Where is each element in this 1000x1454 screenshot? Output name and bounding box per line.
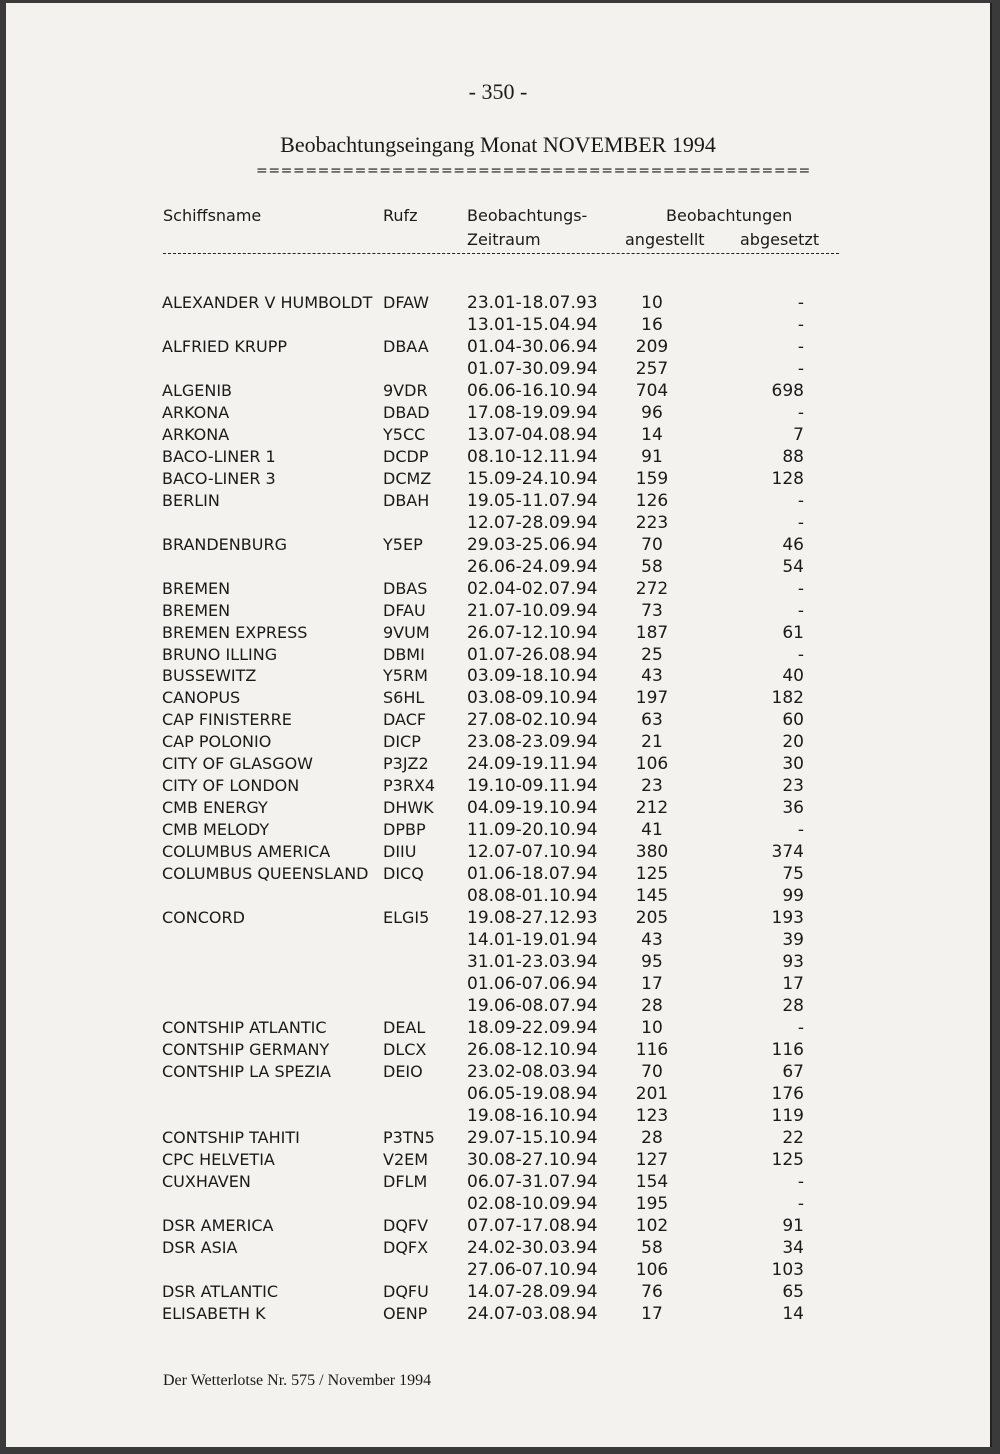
count-angestellt: 14 bbox=[641, 424, 663, 445]
ship-name: CMB ENERGY bbox=[162, 798, 268, 818]
count-abgesetzt: - bbox=[797, 293, 804, 313]
count-angestellt: 195 bbox=[635, 1193, 669, 1214]
footer: Der Wetterlotse Nr. 575 / November 1994 bbox=[163, 1372, 432, 1389]
observation-period: 01.07-30.09.94 bbox=[467, 358, 598, 379]
ship-name: BRANDENBURG bbox=[162, 534, 287, 554]
count-abgesetzt: - bbox=[797, 1018, 804, 1038]
document-page bbox=[6, 3, 992, 1447]
count-angestellt: 41 bbox=[641, 820, 663, 841]
count-abgesetzt: 182 bbox=[771, 688, 804, 709]
count-abgesetzt: - bbox=[797, 336, 804, 357]
observation-period: 15.09-24.10.94 bbox=[467, 468, 598, 489]
call-sign: DICP bbox=[383, 732, 421, 752]
ship-name: CMB MELODY bbox=[162, 820, 270, 840]
table-row bbox=[6, 645, 990, 667]
count-abgesetzt: 60 bbox=[782, 710, 804, 731]
observation-period: 03.09-18.10.94 bbox=[467, 666, 598, 687]
count-angestellt: 380 bbox=[635, 842, 669, 863]
observation-period: 06.07-31.07.94 bbox=[467, 1171, 598, 1192]
ship-name: DSR ASIA bbox=[162, 1237, 238, 1257]
observation-period: 23.08-23.09.94 bbox=[467, 732, 598, 753]
observation-period: 04.09-19.10.94 bbox=[467, 798, 598, 819]
call-sign: Y5CC bbox=[383, 424, 426, 444]
count-abgesetzt: - bbox=[797, 820, 804, 841]
count-abgesetzt: 61 bbox=[782, 622, 804, 643]
table-row bbox=[6, 1260, 990, 1282]
count-abgesetzt: 54 bbox=[782, 556, 804, 577]
count-angestellt: 201 bbox=[635, 1083, 669, 1104]
observation-period: 26.07-12.10.94 bbox=[467, 622, 598, 643]
call-sign: DIIU bbox=[383, 842, 417, 862]
count-angestellt: 145 bbox=[635, 886, 669, 907]
count-angestellt: 96 bbox=[641, 402, 663, 423]
table-row bbox=[6, 1084, 990, 1106]
count-angestellt: 10 bbox=[641, 1018, 663, 1038]
ship-name: BREMEN EXPRESS bbox=[162, 622, 308, 642]
table-row bbox=[6, 864, 990, 886]
observation-period: 06.05-19.08.94 bbox=[467, 1083, 598, 1104]
observation-period: 24.09-19.11.94 bbox=[467, 754, 598, 775]
count-abgesetzt: 20 bbox=[782, 732, 804, 753]
count-angestellt: 73 bbox=[641, 600, 663, 621]
ship-name: ARKONA bbox=[162, 402, 230, 422]
table-row bbox=[6, 1018, 990, 1040]
header-rufz: Rufz bbox=[383, 206, 418, 225]
count-abgesetzt: 36 bbox=[782, 798, 804, 819]
count-angestellt: 17 bbox=[641, 1303, 663, 1324]
page-number: - 350 - bbox=[468, 79, 528, 104]
observation-period: 19.05-11.07.94 bbox=[467, 490, 598, 511]
table-row bbox=[6, 337, 990, 359]
call-sign: DEIO bbox=[383, 1061, 423, 1081]
call-sign: DBAS bbox=[383, 578, 428, 598]
ship-name: CITY OF GLASGOW bbox=[162, 754, 313, 774]
count-abgesetzt: - bbox=[797, 644, 804, 665]
ship-name: CUXHAVEN bbox=[162, 1171, 251, 1191]
count-angestellt: 125 bbox=[635, 864, 669, 885]
call-sign: DQFU bbox=[383, 1281, 429, 1301]
ship-name: CPC HELVETIA bbox=[162, 1149, 275, 1169]
ship-name: BREMEN bbox=[162, 578, 231, 598]
call-sign: DFAW bbox=[383, 293, 429, 312]
table-row bbox=[6, 974, 990, 996]
ship-name: ALGENIB bbox=[162, 380, 233, 400]
observation-period: 30.08-27.10.94 bbox=[467, 1149, 598, 1170]
table-row bbox=[6, 842, 990, 864]
observation-period: 18.09-22.09.94 bbox=[467, 1018, 598, 1038]
ship-name: CANOPUS bbox=[162, 688, 241, 708]
table-row bbox=[6, 513, 990, 535]
count-abgesetzt: 46 bbox=[782, 534, 804, 555]
table-row bbox=[6, 535, 990, 557]
observation-period: 14.07-28.09.94 bbox=[467, 1281, 598, 1302]
observation-period: 08.08-01.10.94 bbox=[467, 886, 598, 907]
ship-name: ARKONA bbox=[162, 424, 230, 444]
call-sign: S6HL bbox=[383, 688, 425, 708]
observation-period: 03.08-09.10.94 bbox=[467, 688, 598, 709]
call-sign: DACF bbox=[383, 710, 427, 730]
table-row bbox=[6, 732, 990, 754]
count-abgesetzt: - bbox=[797, 402, 804, 423]
observation-period: 29.07-15.10.94 bbox=[467, 1127, 598, 1148]
ship-name: BACO-LINER 1 bbox=[162, 446, 276, 466]
call-sign: 9VUM bbox=[383, 622, 430, 642]
count-angestellt: 17 bbox=[641, 974, 663, 995]
table-row bbox=[6, 820, 990, 842]
call-sign: DBAD bbox=[383, 402, 430, 422]
count-abgesetzt: - bbox=[797, 1171, 804, 1192]
count-abgesetzt: 65 bbox=[782, 1281, 804, 1302]
observation-period: 26.06-24.09.94 bbox=[467, 556, 598, 577]
count-abgesetzt: 128 bbox=[771, 468, 804, 489]
count-angestellt: 21 bbox=[641, 732, 663, 753]
ship-name: ALEXANDER V HUMBOLDT bbox=[162, 293, 373, 312]
table-row bbox=[6, 1128, 990, 1150]
table-row bbox=[6, 491, 990, 513]
count-angestellt: 205 bbox=[635, 908, 669, 929]
header-schiffsname: Schiffsname bbox=[163, 206, 262, 225]
observation-period: 12.07-28.09.94 bbox=[467, 512, 598, 533]
observation-period: 31.01-23.03.94 bbox=[467, 952, 598, 973]
count-angestellt: 704 bbox=[635, 380, 669, 401]
ship-name: ALFRIED KRUPP bbox=[162, 336, 288, 356]
count-angestellt: 123 bbox=[635, 1105, 669, 1126]
count-angestellt: 23 bbox=[641, 776, 663, 797]
ship-name: CONTSHIP TAHITI bbox=[162, 1127, 300, 1147]
call-sign: DFAU bbox=[383, 600, 426, 620]
table-row bbox=[6, 557, 990, 579]
title-underline: ============================================= bbox=[256, 163, 811, 179]
table-row bbox=[6, 996, 990, 1018]
call-sign: DLCX bbox=[383, 1039, 427, 1059]
observation-period: 27.08-02.10.94 bbox=[467, 710, 598, 731]
observation-period: 23.02-08.03.94 bbox=[467, 1061, 598, 1082]
count-angestellt: 43 bbox=[641, 666, 663, 687]
count-abgesetzt: 93 bbox=[782, 952, 804, 973]
header-divider bbox=[163, 253, 839, 254]
table-row bbox=[6, 1216, 990, 1238]
header-angestellt: angestellt bbox=[625, 230, 705, 249]
table-row bbox=[6, 1062, 990, 1084]
observation-period: 13.07-04.08.94 bbox=[467, 424, 598, 445]
call-sign: DCMZ bbox=[383, 468, 432, 488]
table-row bbox=[6, 710, 990, 732]
count-abgesetzt: - bbox=[797, 314, 804, 335]
ship-name: BRUNO ILLING bbox=[162, 644, 278, 664]
table-row bbox=[6, 776, 990, 798]
ship-name: CONCORD bbox=[162, 908, 245, 928]
count-abgesetzt: 17 bbox=[782, 974, 804, 995]
ship-name: CAP FINISTERRE bbox=[162, 710, 292, 730]
count-angestellt: 58 bbox=[641, 1237, 663, 1258]
call-sign: V2EM bbox=[383, 1149, 429, 1169]
count-abgesetzt: 40 bbox=[782, 666, 804, 687]
call-sign: P3RX4 bbox=[383, 776, 436, 796]
call-sign: P3TN5 bbox=[383, 1127, 435, 1147]
ship-name: CONTSHIP GERMANY bbox=[162, 1039, 330, 1059]
count-abgesetzt: - bbox=[797, 1193, 804, 1214]
call-sign: Y5RM bbox=[383, 666, 428, 686]
observation-period: 08.10-12.11.94 bbox=[467, 446, 598, 467]
count-abgesetzt: 374 bbox=[771, 842, 804, 863]
count-angestellt: 159 bbox=[635, 468, 669, 489]
count-angestellt: 91 bbox=[641, 446, 663, 467]
count-abgesetzt: - bbox=[797, 358, 804, 379]
observation-period: 24.02-30.03.94 bbox=[467, 1237, 598, 1258]
observation-period: 01.07-26.08.94 bbox=[467, 644, 598, 665]
count-abgesetzt: 103 bbox=[771, 1259, 804, 1280]
table-row bbox=[6, 1040, 990, 1062]
call-sign: ELGI5 bbox=[383, 908, 430, 928]
count-angestellt: 43 bbox=[641, 930, 663, 951]
count-abgesetzt: 7 bbox=[793, 424, 804, 445]
table-row bbox=[6, 754, 990, 776]
table-row bbox=[6, 1282, 990, 1304]
table-row bbox=[6, 666, 990, 688]
header-zeitraum-line1: Beobachtungs- bbox=[467, 206, 588, 225]
call-sign: DBAH bbox=[383, 490, 430, 510]
observation-period: 23.01-18.07.93 bbox=[467, 293, 598, 313]
observation-period: 13.01-15.04.94 bbox=[467, 314, 598, 335]
call-sign: DBMI bbox=[383, 644, 425, 664]
call-sign: P3JZ2 bbox=[383, 754, 429, 774]
table-row bbox=[6, 1238, 990, 1260]
table-row bbox=[6, 886, 990, 908]
count-abgesetzt: 30 bbox=[782, 754, 804, 775]
ship-name: BUSSEWITZ bbox=[162, 666, 257, 686]
table-row bbox=[6, 469, 990, 491]
count-abgesetzt: 698 bbox=[771, 380, 804, 401]
count-angestellt: 209 bbox=[635, 336, 669, 357]
call-sign: DPBP bbox=[383, 820, 426, 840]
ship-name: COLUMBUS AMERICA bbox=[162, 842, 331, 862]
table-row bbox=[6, 930, 990, 952]
count-angestellt: 187 bbox=[635, 622, 669, 643]
observation-period: 17.08-19.09.94 bbox=[467, 402, 598, 423]
table-row bbox=[6, 381, 990, 403]
count-angestellt: 257 bbox=[635, 358, 669, 379]
observation-period: 21.07-10.09.94 bbox=[467, 600, 598, 621]
observation-period: 01.06-18.07.94 bbox=[467, 864, 598, 885]
count-abgesetzt: - bbox=[797, 578, 804, 599]
observation-period: 19.08-27.12.93 bbox=[467, 908, 598, 929]
call-sign: 9VDR bbox=[383, 380, 428, 400]
observation-period: 27.06-07.10.94 bbox=[467, 1259, 598, 1280]
count-angestellt: 197 bbox=[635, 688, 669, 709]
call-sign: Y5EP bbox=[383, 534, 423, 554]
ship-name: DSR AMERICA bbox=[162, 1215, 274, 1235]
ship-name: COLUMBUS QUEENSLAND bbox=[162, 864, 369, 884]
observation-period: 19.08-16.10.94 bbox=[467, 1105, 598, 1126]
count-angestellt: 102 bbox=[635, 1215, 669, 1236]
count-angestellt: 272 bbox=[635, 578, 669, 599]
count-abgesetzt: 39 bbox=[782, 930, 804, 951]
call-sign: DQFX bbox=[383, 1237, 429, 1257]
call-sign: DFLM bbox=[383, 1171, 428, 1191]
observation-period: 01.04-30.06.94 bbox=[467, 336, 598, 357]
count-abgesetzt: 34 bbox=[782, 1237, 804, 1258]
table-row bbox=[6, 315, 990, 337]
count-abgesetzt: 176 bbox=[771, 1083, 804, 1104]
ship-name: ELISABETH K bbox=[162, 1303, 266, 1323]
call-sign: DICQ bbox=[383, 864, 424, 884]
table-row bbox=[6, 798, 990, 820]
count-abgesetzt: 125 bbox=[771, 1149, 804, 1170]
call-sign: OENP bbox=[383, 1303, 428, 1323]
ship-name: CONTSHIP ATLANTIC bbox=[162, 1018, 327, 1037]
count-abgesetzt: 22 bbox=[782, 1127, 804, 1148]
call-sign: DEAL bbox=[383, 1018, 426, 1037]
count-abgesetzt: 119 bbox=[771, 1105, 804, 1126]
count-abgesetzt: - bbox=[797, 600, 804, 621]
observation-period: 07.07-17.08.94 bbox=[467, 1215, 598, 1236]
count-abgesetzt: 99 bbox=[782, 886, 804, 907]
table-row bbox=[6, 1106, 990, 1128]
count-angestellt: 63 bbox=[641, 710, 663, 731]
call-sign: DQFV bbox=[383, 1215, 429, 1235]
header-abgesetzt: abgesetzt bbox=[740, 230, 820, 249]
table-row bbox=[6, 688, 990, 710]
count-angestellt: 106 bbox=[635, 1259, 669, 1280]
count-angestellt: 16 bbox=[641, 314, 663, 335]
ship-name: BREMEN bbox=[162, 600, 231, 620]
observation-period: 14.01-19.01.94 bbox=[467, 930, 598, 951]
count-angestellt: 126 bbox=[635, 490, 669, 511]
count-abgesetzt: - bbox=[797, 490, 804, 511]
table-row bbox=[6, 579, 990, 601]
table-row bbox=[6, 952, 990, 974]
table-row bbox=[6, 1172, 990, 1194]
count-angestellt: 95 bbox=[641, 952, 663, 973]
observation-period: 24.07-03.08.94 bbox=[467, 1303, 598, 1324]
count-angestellt: 154 bbox=[635, 1171, 669, 1192]
ship-name: BERLIN bbox=[162, 490, 220, 510]
count-angestellt: 127 bbox=[635, 1149, 669, 1170]
count-angestellt: 106 bbox=[635, 754, 669, 775]
count-abgesetzt: 23 bbox=[782, 776, 804, 797]
observation-period: 06.06-16.10.94 bbox=[467, 380, 598, 401]
count-angestellt: 58 bbox=[641, 556, 663, 577]
count-angestellt: 25 bbox=[641, 644, 663, 665]
table-row bbox=[6, 447, 990, 469]
count-angestellt: 70 bbox=[641, 534, 663, 555]
ship-name: CAP POLONIO bbox=[162, 732, 272, 752]
table-row bbox=[6, 425, 990, 447]
ship-name: CITY OF LONDON bbox=[162, 776, 300, 796]
count-angestellt: 223 bbox=[635, 512, 669, 533]
count-abgesetzt: 116 bbox=[771, 1039, 804, 1060]
table-row bbox=[6, 293, 990, 315]
header-zeitraum-line2: Zeitraum bbox=[467, 230, 541, 249]
observation-period: 19.06-08.07.94 bbox=[467, 996, 598, 1017]
observation-period: 11.09-20.10.94 bbox=[467, 820, 598, 841]
table-row bbox=[6, 403, 990, 425]
table-row bbox=[6, 623, 990, 645]
observation-period: 02.08-10.09.94 bbox=[467, 1193, 598, 1214]
header-beobachtungen: Beobachtungen bbox=[666, 206, 793, 225]
ship-name: DSR ATLANTIC bbox=[162, 1281, 279, 1301]
observation-period: 02.04-02.07.94 bbox=[467, 578, 598, 599]
page-title: Beobachtungseingang Monat NOVEMBER 1994 bbox=[280, 132, 716, 157]
call-sign: DHWK bbox=[383, 798, 434, 818]
table-row bbox=[6, 359, 990, 381]
count-angestellt: 212 bbox=[635, 798, 669, 819]
count-angestellt: 10 bbox=[641, 293, 663, 313]
table-row bbox=[6, 1150, 990, 1172]
call-sign: DBAA bbox=[383, 336, 429, 356]
count-angestellt: 28 bbox=[641, 996, 663, 1017]
count-angestellt: 116 bbox=[635, 1039, 669, 1060]
observation-period: 19.10-09.11.94 bbox=[467, 776, 598, 797]
count-angestellt: 28 bbox=[641, 1127, 663, 1148]
table-row bbox=[6, 601, 990, 623]
table-row bbox=[6, 908, 990, 930]
count-angestellt: 76 bbox=[641, 1281, 663, 1302]
count-abgesetzt: 88 bbox=[782, 446, 804, 467]
count-angestellt: 70 bbox=[641, 1061, 663, 1082]
count-abgesetzt: 91 bbox=[782, 1215, 804, 1236]
observation-period: 26.08-12.10.94 bbox=[467, 1039, 598, 1060]
count-abgesetzt: - bbox=[797, 512, 804, 533]
ship-name: CONTSHIP LA SPEZIA bbox=[162, 1061, 331, 1081]
count-abgesetzt: 193 bbox=[771, 908, 804, 929]
ship-name: BACO-LINER 3 bbox=[162, 468, 276, 488]
count-abgesetzt: 28 bbox=[782, 996, 804, 1017]
count-abgesetzt: 14 bbox=[782, 1303, 804, 1324]
call-sign: DCDP bbox=[383, 446, 429, 466]
observation-period: 29.03-25.06.94 bbox=[467, 534, 598, 555]
table-row bbox=[6, 1304, 990, 1326]
table-row bbox=[6, 1194, 990, 1216]
count-abgesetzt: 75 bbox=[782, 864, 804, 885]
observation-period: 12.07-07.10.94 bbox=[467, 842, 598, 863]
observation-period: 01.06-07.06.94 bbox=[467, 974, 598, 995]
count-abgesetzt: 67 bbox=[782, 1061, 804, 1082]
